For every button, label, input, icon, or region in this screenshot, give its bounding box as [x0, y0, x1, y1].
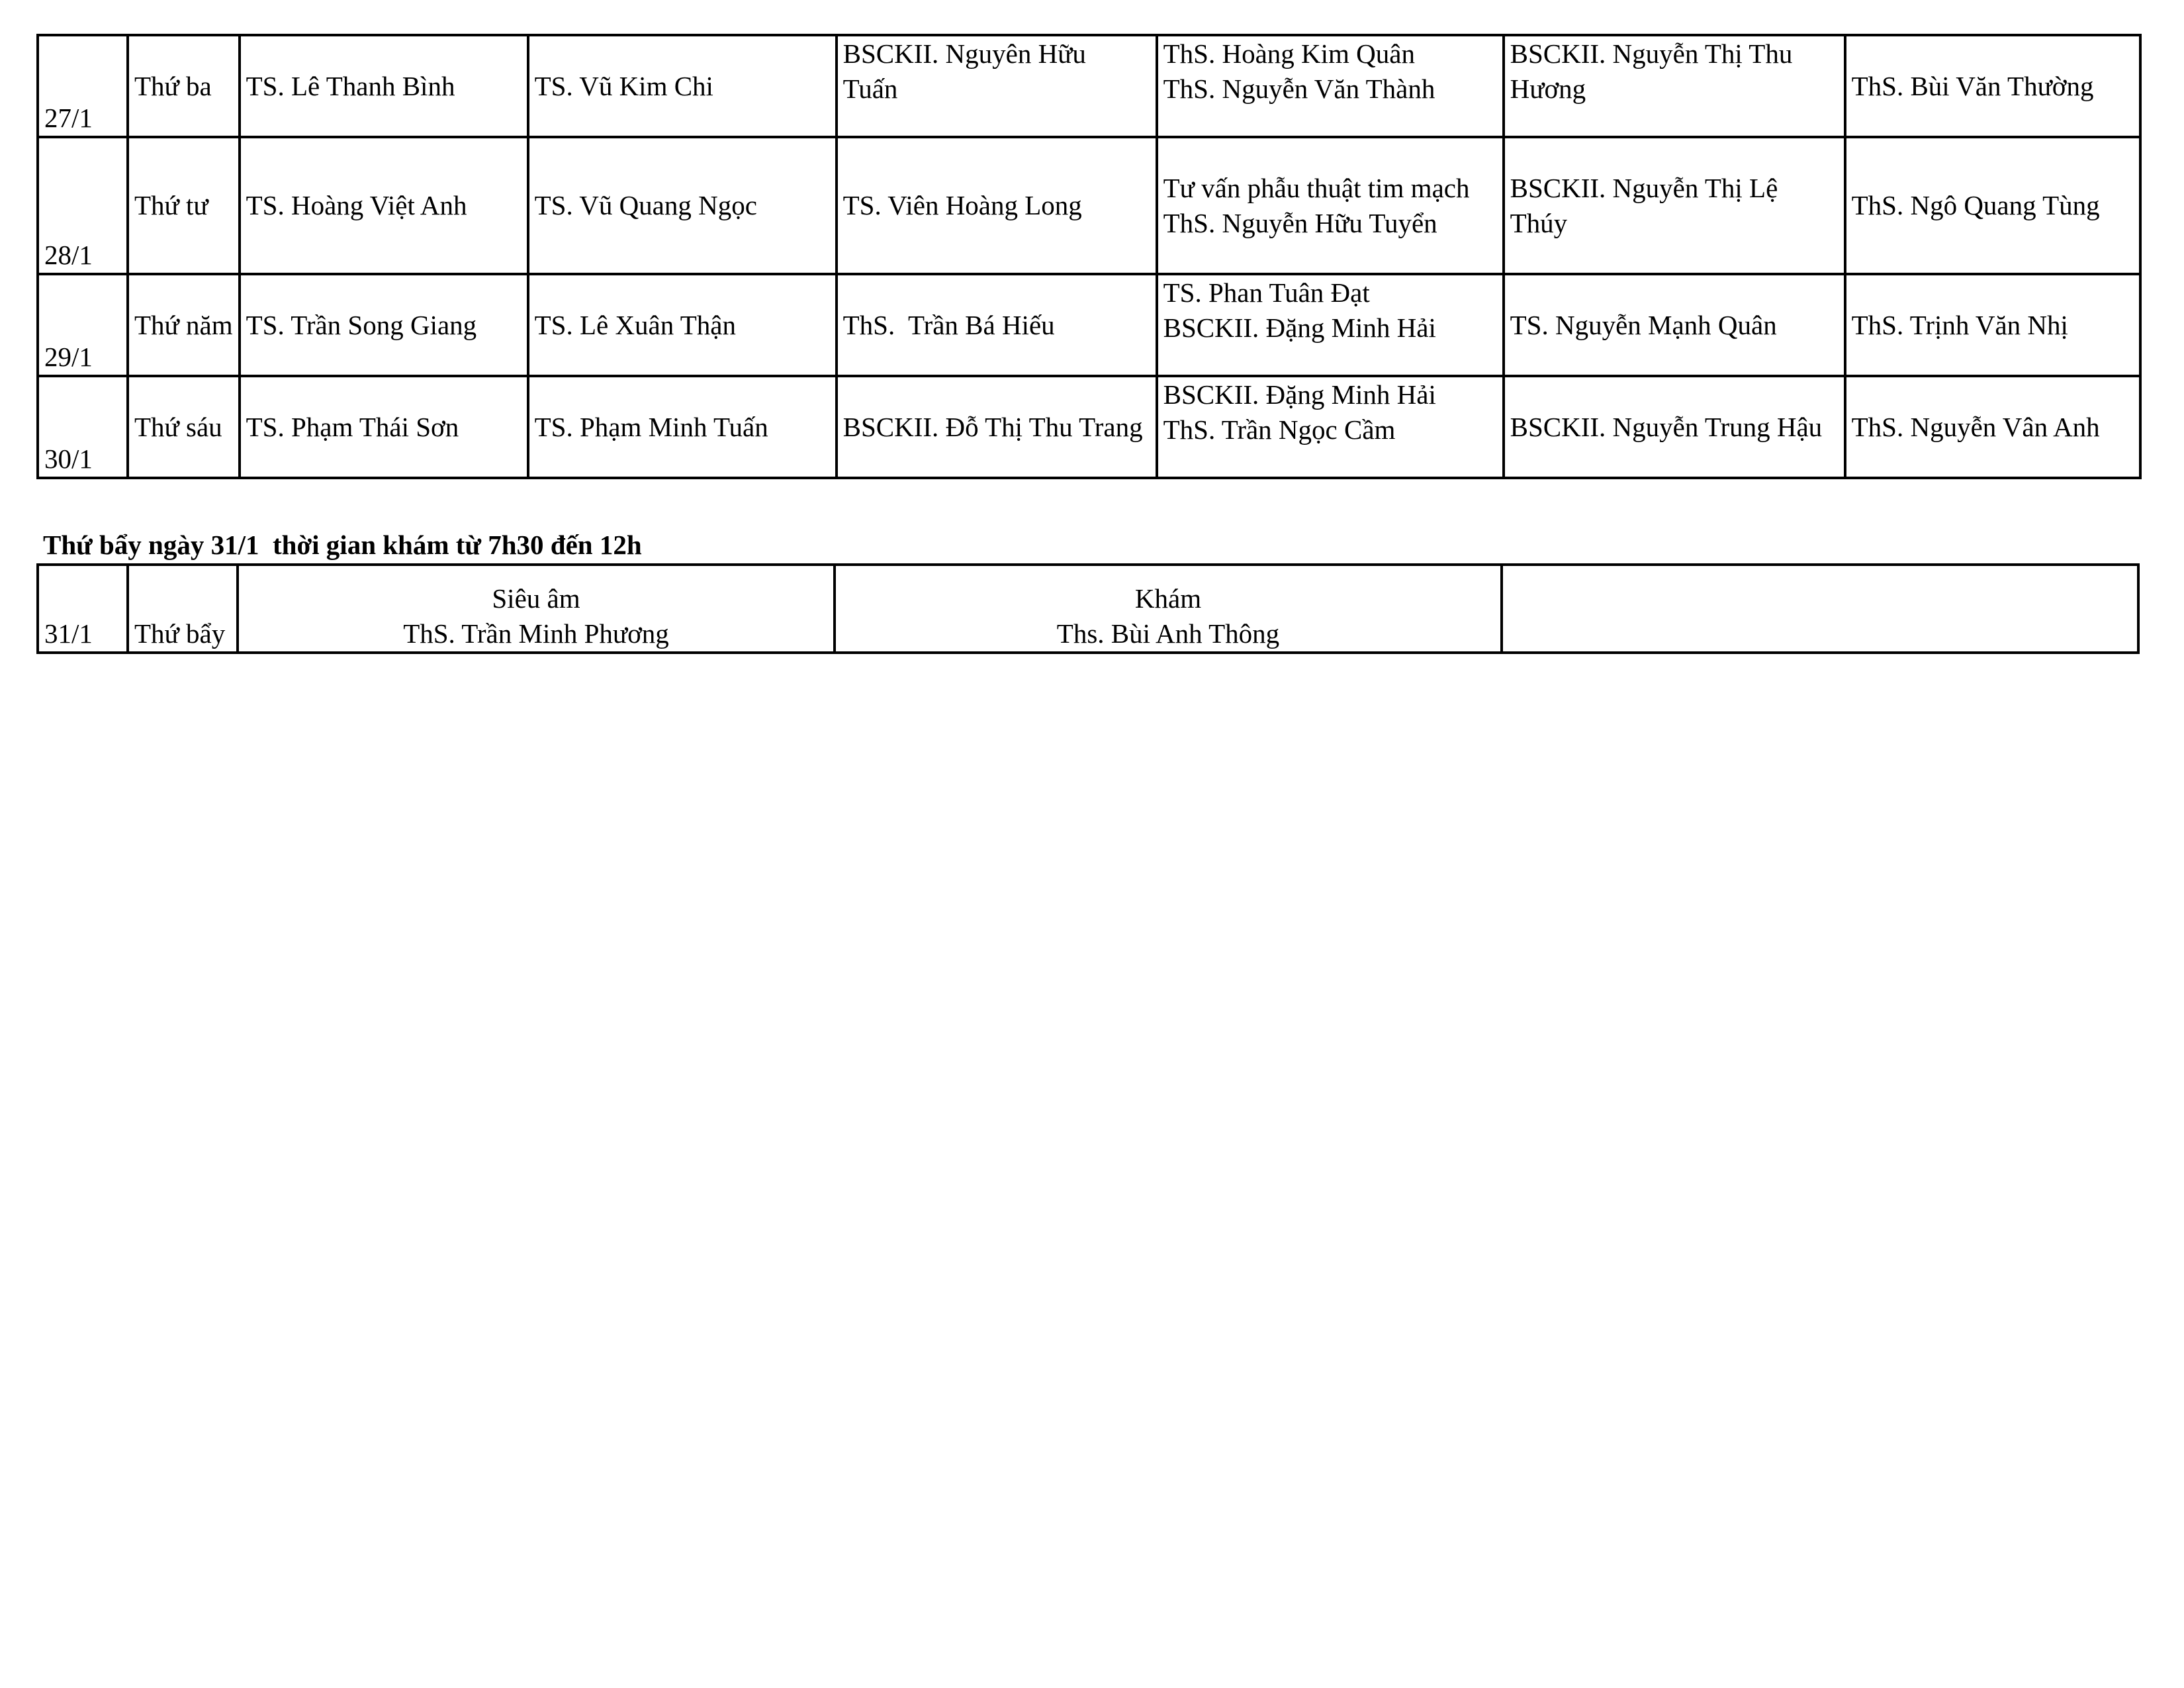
- date-cell: 31/1: [38, 565, 128, 653]
- doctor-line: Thúy: [1510, 207, 1568, 238]
- date-cell: 27/1: [38, 35, 128, 137]
- date-cell: 28/1: [38, 137, 128, 274]
- saturday-heading: Thứ bẩy ngày 31/1 thời gian khám từ 7h30 đến 12h: [43, 530, 642, 560]
- doctor-cell: ThS. Trần Bá Hiếu: [837, 274, 1157, 376]
- doctor-cell: [837, 35, 1157, 137]
- empty-cell: [1502, 565, 2138, 653]
- doctor-cell: ThS. Trịnh Văn Nhị: [1845, 274, 2140, 376]
- table-row: [38, 274, 2140, 376]
- saturday-schedule-table: [36, 563, 2140, 654]
- doctor-line: Ths. Bùi Anh Thông: [1056, 618, 1280, 649]
- doctor-line: ThS. Nguyễn Văn Thành: [1163, 73, 1435, 104]
- doctor-cell: TS. Viên Hoàng Long: [837, 137, 1157, 274]
- doctor-line: BSCKII. Nguyễn Thị Thu: [1510, 38, 1793, 69]
- doctor-line: Tuấn: [842, 73, 898, 104]
- weekday-cell: Thứ bẩy: [128, 565, 238, 653]
- weekday-cell: Thứ tư: [128, 137, 240, 274]
- doctor-line: Hương: [1510, 73, 1586, 104]
- doctor-cell: TS. Vũ Kim Chi: [528, 35, 837, 137]
- weekday-cell: Thứ sáu: [128, 376, 240, 478]
- doctor-line: BSCKII. Nguyễn Thị Lệ: [1510, 172, 1778, 203]
- exam-cell: [835, 565, 1502, 653]
- doctor-line: BSCKII. Đặng Minh Hải: [1163, 379, 1436, 410]
- doctor-line: BSCKII. Nguyên Hữu: [842, 38, 1086, 69]
- doctor-cell: [1504, 137, 1845, 274]
- doctor-cell: TS. Phạm Thái Sơn: [240, 376, 528, 478]
- doctor-line: ThS. Nguyễn Hữu Tuyển: [1163, 207, 1437, 238]
- doctor-cell: TS. Lê Thanh Bình: [240, 35, 528, 137]
- doctor-cell: BSCKII. Đỗ Thị Thu Trang: [837, 376, 1157, 478]
- weekday-cell: Thứ năm: [128, 274, 240, 376]
- doctor-cell: TS. Trần Song Giang: [240, 274, 528, 376]
- table-row: [38, 137, 2140, 274]
- doctor-line: ThS. Trần Ngọc Cầm: [1163, 414, 1396, 445]
- doctor-line: Tư vấn phẫu thuật tim mạch: [1163, 172, 1470, 203]
- doctor-cell: BSCKII. Nguyễn Trung Hậu: [1504, 376, 1845, 478]
- table-row: [38, 35, 2140, 137]
- date-cell: 29/1: [38, 274, 128, 376]
- doctor-cell: [1157, 376, 1504, 478]
- doctor-cell: [1157, 137, 1504, 274]
- table-row: [38, 565, 2138, 653]
- doctor-cell: TS. Hoàng Việt Anh: [240, 137, 528, 274]
- doctor-line: TS. Phan Tuân Đạt: [1163, 277, 1370, 308]
- doctor-line: BSCKII. Đặng Minh Hải: [1163, 312, 1436, 343]
- ultrasound-cell: [238, 565, 835, 653]
- doctor-cell: TS. Lê Xuân Thận: [528, 274, 837, 376]
- doctor-cell: TS. Vũ Quang Ngọc: [528, 137, 837, 274]
- ultrasound-label: Siêu âm: [492, 583, 580, 614]
- date-cell: 30/1: [38, 376, 128, 478]
- doctor-cell: TS. Phạm Minh Tuấn: [528, 376, 837, 478]
- exam-label: Khám: [1134, 583, 1202, 614]
- doctor-line: ThS. Hoàng Kim Quân: [1163, 38, 1415, 69]
- doctor-line: ThS. Trần Minh Phương: [403, 618, 669, 649]
- table-row: [38, 376, 2140, 478]
- weekday-cell: Thứ ba: [128, 35, 240, 137]
- doctor-cell: ThS. Ngô Quang Tùng: [1845, 137, 2140, 274]
- doctor-cell: ThS. Nguyễn Vân Anh: [1845, 376, 2140, 478]
- doctor-cell: [1157, 35, 1504, 137]
- doctor-cell: TS. Nguyễn Mạnh Quân: [1504, 274, 1845, 376]
- doctor-cell: [1157, 274, 1504, 376]
- weekly-schedule-table: [36, 34, 2142, 479]
- doctor-cell: [1504, 35, 1845, 137]
- doctor-cell: ThS. Bùi Văn Thường: [1845, 35, 2140, 137]
